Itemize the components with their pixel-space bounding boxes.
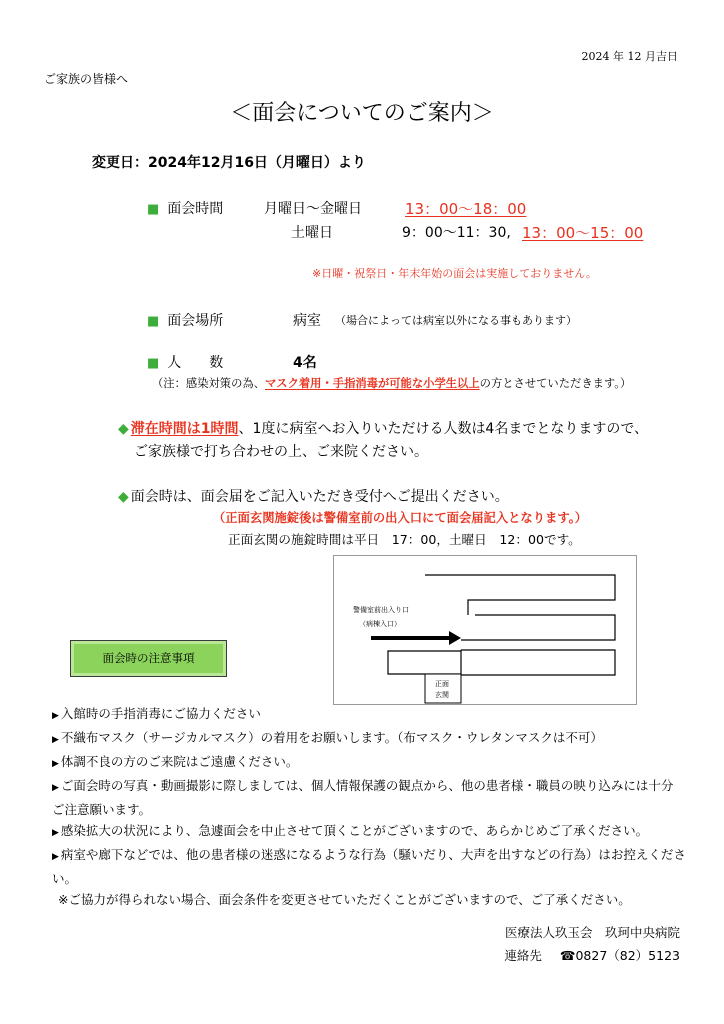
triangle-bullet-icon: ▶	[52, 735, 59, 745]
caution-box	[70, 640, 227, 677]
triangle-bullet-icon: ▶	[52, 852, 59, 862]
caution-item: ▶ 病室や廊下などでは、他の患者様の迷惑になるような行為（騒いだり、大声を出すなどの行為）はお控えくださ	[52, 847, 686, 862]
visiting-hours-row	[147, 198, 223, 218]
page-title: ＜面会についてのご案内＞	[230, 101, 494, 126]
location-label: 面会場所	[167, 313, 224, 329]
caution-item: ▶ 感染拡大の状況により、急遽面会を中止させて頂くことがございますので、あらかじめご了承ください。	[52, 823, 649, 838]
green-diamond-icon: ◆	[118, 421, 129, 437]
people-note: （注：感染対策の為、マスク着用・手指消毒が可能な小学生以上の方とさせていただきます。）	[152, 377, 632, 390]
people-row	[147, 352, 223, 372]
saturday-time-pm: 13：00～15：00	[522, 224, 644, 242]
saturday-time-am: 9：00～11：30,	[402, 225, 511, 241]
caution-item-cont: ご注意願います。	[52, 802, 152, 817]
triangle-bullet-icon: ▶	[52, 759, 59, 769]
caution-item: ▶ 入館時の手指消毒にご協力ください	[52, 706, 261, 721]
entrance-label2: （病棟入口）	[359, 620, 401, 628]
weekday-time: 13：00～18：00	[405, 200, 527, 218]
issue-date: 2024 年 12 月吉日	[581, 50, 678, 63]
change-date: 変更日：2024年12月16日（月曜日）より	[92, 155, 366, 171]
location-value: 病室	[293, 313, 321, 329]
stay-highlight: 滞在時間は1時間	[130, 421, 239, 437]
triangle-bullet-icon: ▶	[52, 828, 59, 838]
caution-list	[52, 703, 686, 910]
location-row	[147, 310, 223, 330]
caution-item: ▶ 体調不良の方のご来院はご遠慮ください。	[52, 754, 299, 769]
caution-box-label: 面会時の注意事項	[102, 651, 195, 665]
location-note: （場合によっては病室以外になる事もあります）	[335, 314, 577, 327]
visiting-hours-label: 面会時間	[167, 201, 224, 217]
phone-number: 0827（82）5123	[575, 948, 680, 963]
green-square-icon: ■	[147, 314, 160, 329]
caution-item-cont: い。	[52, 871, 78, 886]
phone-icon: ☎	[559, 948, 576, 963]
front-label2: 玄関	[435, 691, 449, 699]
closed-note: ※日曜・祝祭日・年末年始の面会は実施しておりません。	[312, 267, 597, 280]
lock-time: 正面玄関の施錠時間は平日 17：00，土曜日 12：00です。	[228, 532, 581, 547]
contact-line: 連絡先 ☎0827（82）5123	[504, 948, 680, 963]
caution-item: ▶ ご面会時の写真・動画撮影に際しましては、個人情報保護の観点から、他の患者様・職員の映り込みには十分	[52, 778, 674, 793]
saturday-label: 土曜日	[291, 225, 333, 241]
stay-line1: ◆ 滞在時間は1時間、1度に病室へお入りいただける人数は4名までとなりますので、	[118, 421, 649, 437]
people-note-highlight: マスク着用・手指消毒が可能な小学生以上	[264, 377, 480, 390]
triangle-bullet-icon: ▶	[52, 711, 59, 721]
final-note: ※ご協力が得られない場合、面会条件を変更させていただくことがございますので、ご了承ください。	[58, 892, 631, 907]
organization-name: 医療法人玖玉会 玖珂中央病院	[504, 925, 680, 940]
green-diamond-icon: ◆	[118, 489, 129, 505]
reception-red-note: （正面玄関施錠後は警備室前の出入口にて面会届記入となります。）	[213, 511, 588, 525]
weekday-label: 月曜日～金曜日	[264, 201, 362, 217]
people-label: 人 数	[167, 355, 224, 371]
people-value: 4名	[293, 355, 317, 371]
stay-line2: ご家族様で打ち合わせの上、ご来院ください。	[134, 444, 428, 460]
front-label1: 正面	[435, 680, 449, 688]
green-square-icon: ■	[147, 202, 160, 217]
entrance-map	[333, 555, 637, 705]
entrance-label1: 警備室前出入り口	[353, 606, 409, 614]
triangle-bullet-icon: ▶	[52, 783, 59, 793]
caution-item: ▶ 不織布マスク（サージカルマスク）の着用をお願いします。（布マスク・ウレタンマスクは不可）	[52, 730, 603, 745]
green-square-icon: ■	[147, 356, 160, 371]
reception-line1: ◆ 面会時は、面会届をご記入いただき受付へご提出ください。	[118, 489, 509, 505]
salutation: ご家族の皆様へ	[44, 72, 129, 86]
